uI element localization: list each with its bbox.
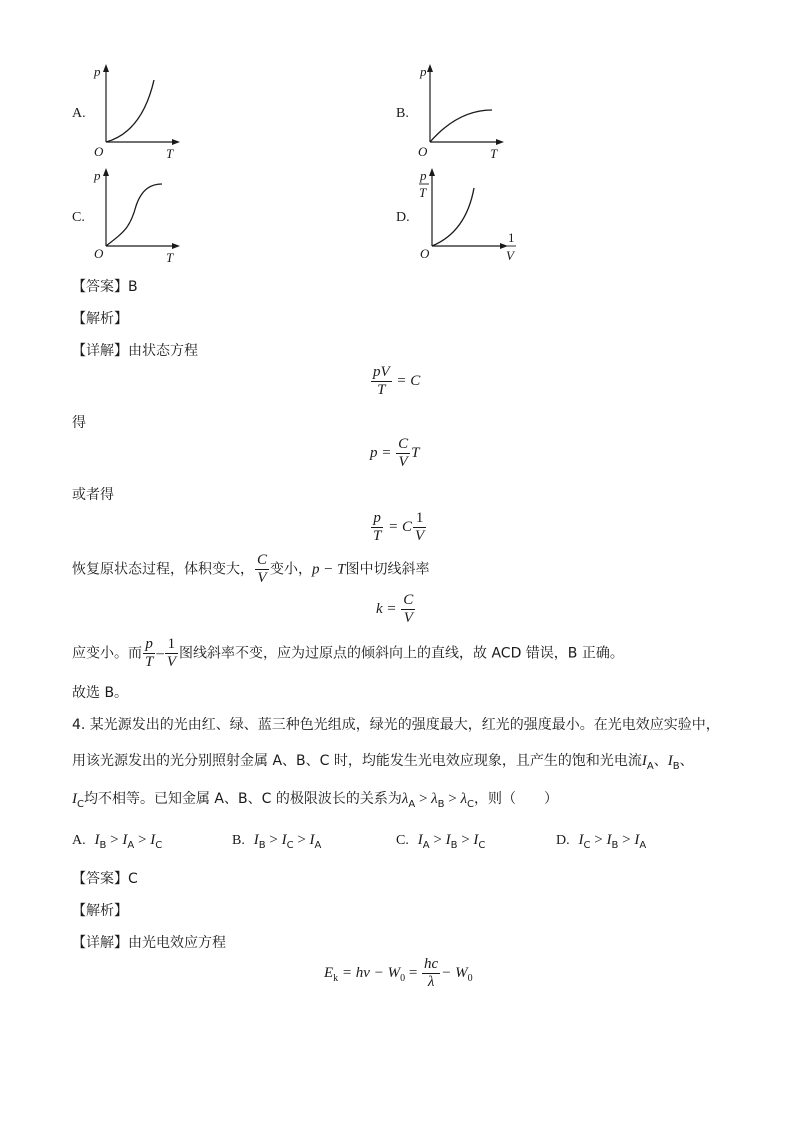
q3-detail xyxy=(72,340,198,360)
q4-detail-intro: 由光电效应方程 xyxy=(128,935,226,951)
text-fragment: I xyxy=(94,832,100,848)
text-fragment: A xyxy=(127,839,135,851)
graph-b-xaxis: T xyxy=(490,146,498,161)
line5-a: 应变小。而 xyxy=(72,645,142,662)
line4-b: 变小， xyxy=(270,561,313,578)
line4-frac-num: C xyxy=(257,552,268,568)
q3-explanation-line2 xyxy=(72,636,624,671)
q3-conclusion: 故选 B。 xyxy=(72,685,129,701)
equation-photoelectric xyxy=(324,956,473,991)
option-c-label: C. xyxy=(72,210,85,225)
graph-d-xaxis-den: V xyxy=(506,248,514,263)
text-fragment: I xyxy=(578,832,584,848)
q4-IA-sub: A xyxy=(646,760,654,772)
q4-IC-sub: C xyxy=(77,798,84,810)
eq2-lhs: p = xyxy=(370,444,392,461)
text-or: 或者得 xyxy=(72,487,114,503)
q3-analysis-tag: 【解析】 xyxy=(72,311,128,327)
eq3-den: T xyxy=(373,528,382,544)
equation-pt xyxy=(370,510,427,545)
text-fragment: I xyxy=(417,832,423,848)
eq2-rhs: T xyxy=(411,444,420,461)
eq1-den: T xyxy=(377,382,386,398)
equation-k xyxy=(376,592,416,627)
text-fragment: I xyxy=(122,832,128,848)
q4-option-d[interactable] xyxy=(556,832,646,851)
text-fragment: > xyxy=(293,832,310,848)
text-fragment: C xyxy=(155,839,163,851)
graph-d-xaxis-num: 1 xyxy=(508,230,515,245)
eq-w-sub: 0 xyxy=(400,972,406,984)
graph-b xyxy=(416,62,516,162)
graph-b-origin: O xyxy=(418,144,428,159)
text-fragment: > xyxy=(265,832,282,848)
graph-c xyxy=(92,166,192,266)
text-fragment: B xyxy=(450,839,458,851)
q4-stem-line2 xyxy=(72,750,694,772)
option-b-label: B. xyxy=(396,106,409,121)
q4-option-b[interactable] xyxy=(232,832,321,851)
q4-lam-a: λ xyxy=(401,791,409,807)
line5-frac1-den: T xyxy=(145,654,154,670)
line4-pt: p − T xyxy=(312,561,346,578)
detail-intro: 由状态方程 xyxy=(128,343,198,359)
q4-option-b-label: B. xyxy=(232,833,245,848)
q4-line3-b: ，则（ ） xyxy=(473,791,558,807)
line5-frac2-num: 1 xyxy=(165,636,178,654)
q4-stem-line3 xyxy=(72,788,558,810)
text-fragment: C xyxy=(583,839,591,851)
text-fragment: I xyxy=(445,832,451,848)
q4-lamB: B xyxy=(437,798,445,810)
line4-c: 图中切线斜率 xyxy=(345,561,430,578)
text-fragment: > xyxy=(590,832,607,848)
q4-answer-value: C xyxy=(128,871,138,887)
answer-tag: 【答案】 xyxy=(72,279,128,295)
text-fragment: I xyxy=(150,832,156,848)
graph-c-yaxis: p xyxy=(94,168,101,183)
option-a-label: A. xyxy=(72,106,86,121)
line4-a: 恢复原状态过程，体积变大， xyxy=(72,561,254,578)
eq3-mid: = C xyxy=(388,518,412,535)
text-fragment: A xyxy=(422,839,430,851)
eq3-den2: V xyxy=(414,528,425,544)
graph-b-yaxis: p xyxy=(420,64,427,79)
text-fragment: C xyxy=(286,839,294,851)
q4-answer-tag: 【答案】 xyxy=(72,871,128,887)
graph-c-origin: O xyxy=(94,246,104,261)
text-fragment: > xyxy=(134,832,151,848)
text-fragment: I xyxy=(253,832,259,848)
eq-lambda: λ xyxy=(427,974,435,990)
q4-lam-b: λ xyxy=(431,791,438,807)
eq2-den: V xyxy=(398,454,408,470)
eq4-lhs: k = xyxy=(376,600,397,617)
q4-IA: I xyxy=(641,753,647,769)
answer-value: B xyxy=(128,279,138,295)
text-fragment: > xyxy=(106,832,123,848)
eq4-den: V xyxy=(403,610,413,626)
q4-detail xyxy=(72,932,226,952)
q4-option-a[interactable] xyxy=(72,832,162,851)
q4-sep1: 、 xyxy=(653,753,668,769)
q4-lamA: A xyxy=(408,798,416,810)
q4-stem-line1: 4. 某光源发出的光由红、绿、蓝三种色光组成，绿光的强度最大，红光的强度最小。在光电效应实验中， xyxy=(72,717,720,733)
option-d-label: D. xyxy=(396,210,410,225)
q4-option-c[interactable] xyxy=(396,832,485,851)
text-de: 得 xyxy=(72,415,86,431)
equation-p xyxy=(370,436,419,471)
text-fragment: I xyxy=(606,832,612,848)
text-fragment: B xyxy=(258,839,266,851)
graph-d-yaxis-den: T xyxy=(419,185,427,200)
q4-gt1: > xyxy=(415,791,432,807)
line5-b: 图线斜率不变，应为过原点的倾斜向上的直线，故 ACD 错误，B 正确。 xyxy=(179,645,624,662)
graph-d-yaxis-num: p xyxy=(420,168,427,183)
graph-a-yaxis: p xyxy=(94,64,101,79)
eq3-num: p xyxy=(371,510,383,528)
line5-frac2-den: V xyxy=(166,654,177,670)
eq-E-sub: k xyxy=(333,972,339,984)
q3-explanation-line1 xyxy=(72,552,429,587)
q4-line2-a: 用该光源发出的光分别照射金属 A、B、C 时，均能发生光电效应现象，且产生的饱和光电流 xyxy=(72,753,642,769)
eq-tail-sub: 0 xyxy=(467,972,473,984)
eq2-num: C xyxy=(398,436,409,452)
q4-detail-tag: 【详解】 xyxy=(72,935,128,951)
eq1-rhs: = C xyxy=(396,372,421,389)
detail-tag: 【详解】 xyxy=(72,343,128,359)
eq-E: E xyxy=(324,964,334,981)
eq3-num2: 1 xyxy=(413,510,426,528)
text-fragment: > xyxy=(429,832,446,848)
q4-analysis-tag: 【解析】 xyxy=(72,903,128,919)
q4-option-a-label: A. xyxy=(72,833,86,848)
graph-a xyxy=(92,62,192,162)
text-fragment: A xyxy=(314,839,322,851)
q4-gt2: > xyxy=(444,791,461,807)
text-fragment: B xyxy=(611,839,619,851)
q4-lam-c: λ xyxy=(460,791,467,807)
text-fragment: I xyxy=(473,832,479,848)
q4-option-c-label: C. xyxy=(396,833,409,848)
q4-answer xyxy=(72,868,138,888)
q4-IB-sub: B xyxy=(672,760,680,772)
graph-d xyxy=(416,166,526,266)
eq-tail: − W xyxy=(441,964,468,981)
line5-frac1-num: p xyxy=(143,636,155,654)
text-fragment: > xyxy=(618,832,635,848)
eq1-num: pV xyxy=(373,364,390,380)
q4-lamC: C xyxy=(467,798,474,810)
graph-d-origin: O xyxy=(420,246,430,261)
line5-minus: – xyxy=(156,645,164,662)
text-fragment: I xyxy=(634,832,640,848)
q4-sep2: 、 xyxy=(679,753,694,769)
q4-line3-a: 均不相等。已知金属 A、B、C 的极限波长的关系为 xyxy=(83,791,402,807)
eq-hc: hc xyxy=(424,956,439,972)
text-fragment: I xyxy=(281,832,287,848)
text-fragment: > xyxy=(457,832,474,848)
equation-state xyxy=(370,364,420,399)
eq-mid: = hν − W xyxy=(341,964,401,981)
graph-c-xaxis: T xyxy=(166,250,174,265)
eq4-num: C xyxy=(403,592,414,608)
line4-frac-den: V xyxy=(257,570,267,586)
eq-equals: = xyxy=(405,964,422,981)
q4-IC: I xyxy=(72,791,77,807)
q4-option-d-label: D. xyxy=(556,833,570,848)
q4-IB: I xyxy=(667,753,673,769)
graph-a-origin: O xyxy=(94,144,104,159)
q3-answer xyxy=(72,276,138,296)
graph-a-xaxis: T xyxy=(166,146,174,161)
text-fragment: I xyxy=(309,832,315,848)
text-fragment: C xyxy=(478,839,486,851)
text-fragment: B xyxy=(99,839,107,851)
text-fragment: A xyxy=(639,839,647,851)
